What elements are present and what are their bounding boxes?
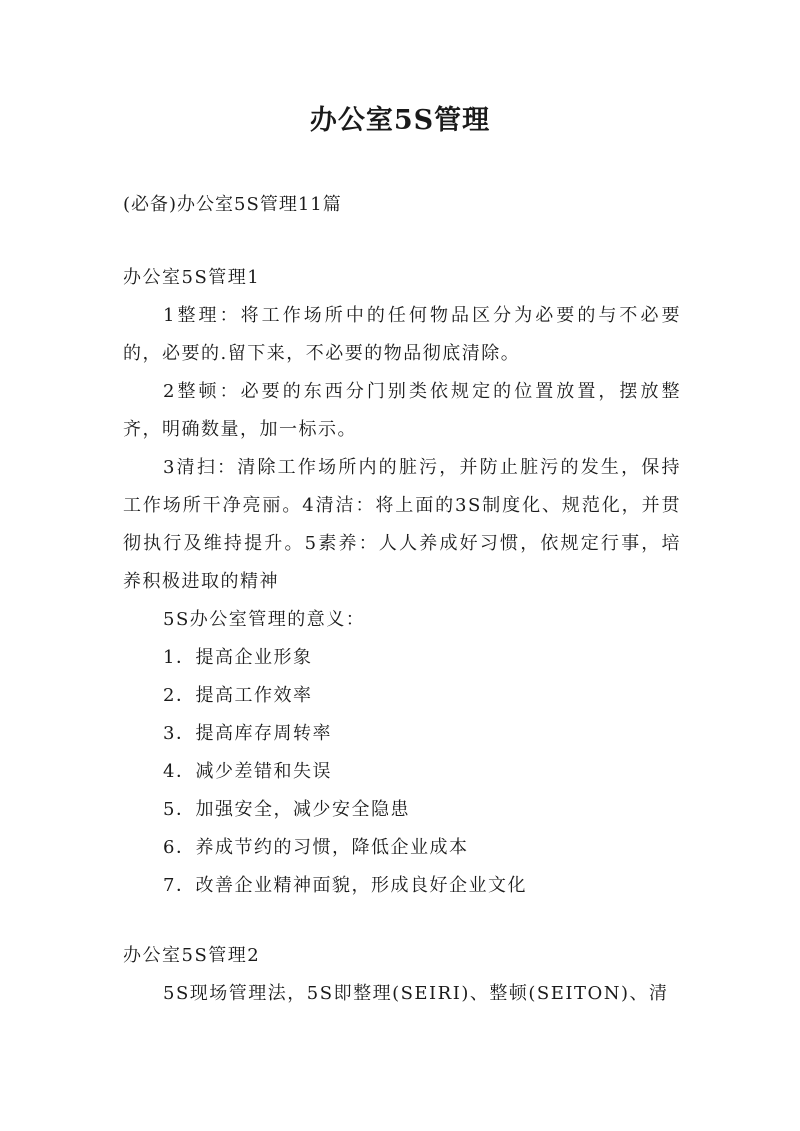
section-heading: 办公室5S管理2 [123, 945, 261, 966]
document-subtitle: (必备)办公室5S管理11篇 [123, 194, 342, 215]
section-1 [123, 259, 681, 905]
section-heading: 办公室5S管理1 [123, 267, 261, 288]
paragraph: 5S现场管理法，5S即整理(SEIRI)、整顿(SEITON)、清 [163, 983, 669, 1004]
paragraph: 3清扫：清除工作场所内的脏污，并防止脏污的发生，保持工作场所干净亮丽。4清洁：将上面的3S制度化、规范化，并贯彻执行及维持提升。5素养：人人养成好习惯，依规定行事，培养积极进取的精神 [123, 457, 681, 592]
list-item: 7．改善企业精神面貌，形成良好企业文化 [163, 875, 527, 896]
paragraph: 1整理：将工作场所中的任何物品区分为必要的与不必要的，必要的.留下来，不必要的物品彻底清除。 [123, 305, 681, 364]
list-item: 3．提高库存周转率 [163, 723, 332, 744]
list-item: 5．加强安全，减少安全隐患 [163, 799, 410, 820]
paragraph: 5S办公室管理的意义： [163, 609, 366, 630]
list-item: 2．提高工作效率 [163, 685, 313, 706]
paragraph: 2整顿：必要的东西分门别类依规定的位置放置，摆放整齐，明确数量，加一标示。 [123, 381, 681, 440]
document-title: 办公室5S管理 [309, 105, 491, 136]
list-item: 4．减少差错和失误 [163, 761, 332, 782]
section-2 [123, 937, 681, 1013]
list-item: 1．提高企业形象 [163, 647, 313, 668]
list-item: 6．养成节约的习惯，降低企业成本 [163, 837, 469, 858]
